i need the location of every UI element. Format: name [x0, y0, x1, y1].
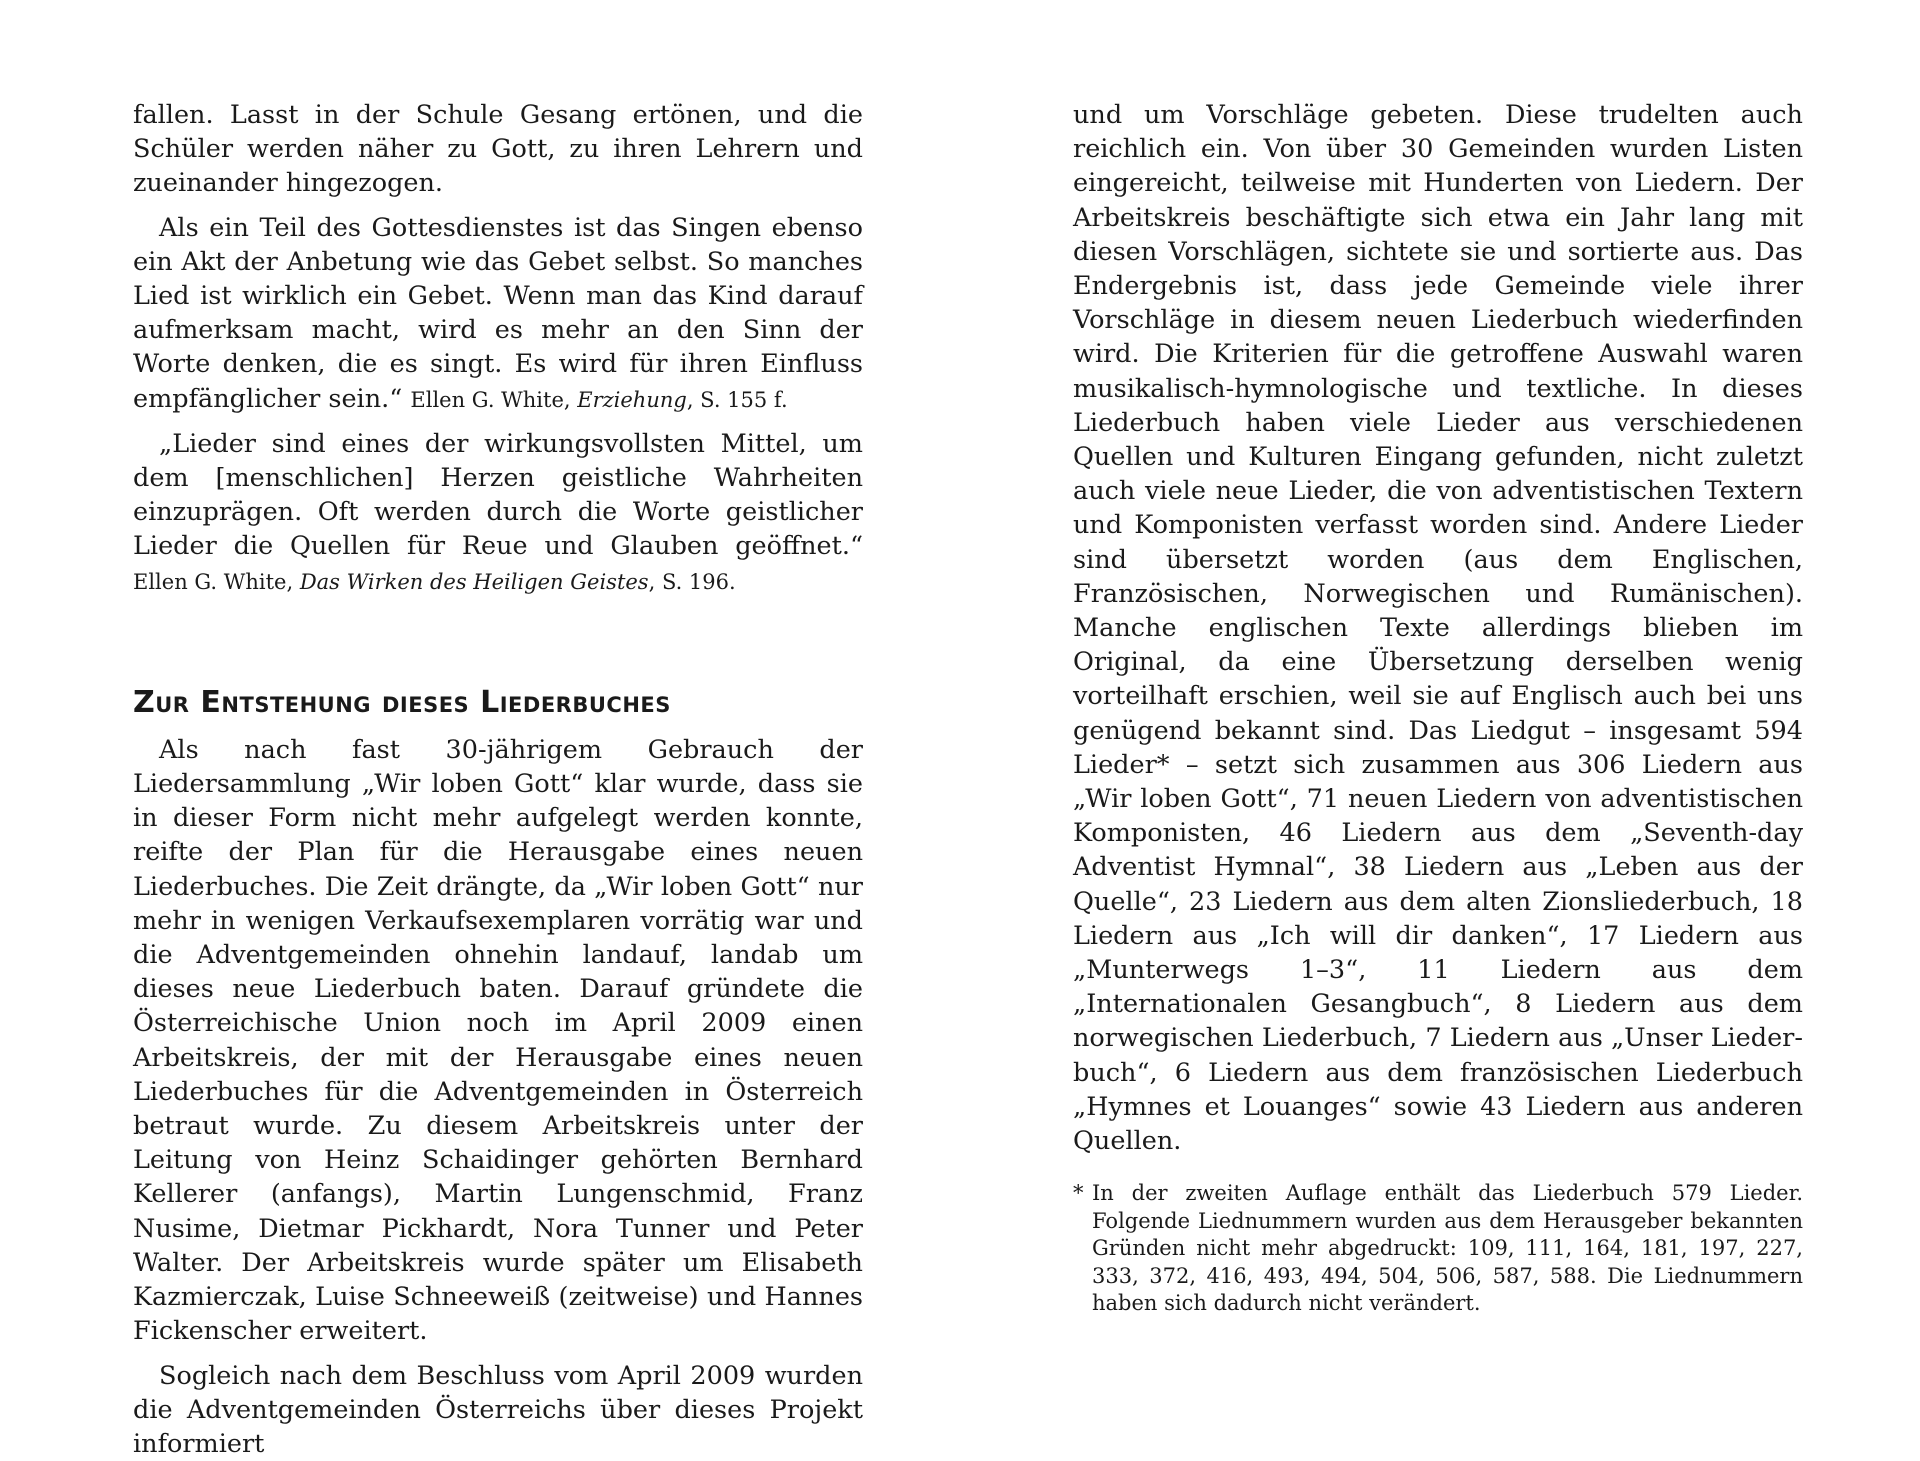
- paragraph-4: Als nach fast 30-jährigem Gebrauch der Liedersammlung „Wir loben Gott“ klar wurde, dass sie in dieser Form nicht mehr aufgelegt werden konnte, reifte der Plan für die Herausgabe eines neuen Liederbuches. Die Zeit drängte, da „Wir loben Gott“ nur mehr in wenigen Verkaufsexemplaren vorrätig war und die Adventgemeinden ohnehin landauf, landab um dieses neue Liederbuch baten. Darauf gründete die Österreichische Union noch im April 2009 einen Arbeitskreis, der mit der Herausgabe eines neuen Liederbuches für die Adventgemeinden in Österreich betraut wurde. Zu diesem Arbeitskreis unter der Leitung von Heinz Schaidinger gehörten Bernhard Kellerer (anfangs), Martin Lungenschmid, Franz Nusime, Dietmar Pickhardt, Nora Tunner und Peter Walter. Der Arbeitskreis wurde später um Elisabeth Kazmierczak, Luise Schneeweiß (zeitweise) und Hannes Fickenscher erweitert.: [133, 733, 863, 1349]
- right-page: [1073, 98, 1803, 1158]
- section-heading: Zur Entstehung dieses Liederbuches: [133, 685, 863, 721]
- citation-author: Ellen G. White,: [133, 570, 293, 594]
- paragraph-2: [133, 211, 863, 417]
- paragraph-6: und um Vorschläge gebeten. Diese trudelten auch reichlich ein. Von über 30 Gemeinden wurden Listen eingereicht, teilweise mit Hunderten von Liedern. Der Arbeitskreis beschäftigte sich etwa ein Jahr lang mit diesen Vorschlägen, sichtete sie und sortierte aus. Das Endergebnis ist, dass jede Gemeinde viele ihrer Vorschläge in diesem neuen Liederbuch wiederfinden wird. Die Kriterien für die getroffene Auswahl waren musikalisch-hymnologische und textliche. In dieses Liederbuch haben viele Lieder aus verschiedenen Quellen und Kulturen Eingang gefunden, nicht zuletzt auch viele neue Lieder, die von adventistischen Textern und Komponisten verfasst worden sind. Andere Lieder sind übersetzt worden (aus dem Englischen, Französischen, Norwegischen und Rumänischen). Manche englischen Texte allerdings blieben im Original, da eine Übersetzung derselben wenig vorteilhaft erschien, weil sie auf Englisch auch bei uns genügend bekannt sind. Das Liedgut – insgesamt 594 Lieder* – setzt sich zusammen aus 306 Liedern aus „Wir loben Gott“, 71 neuen Liedern von adventistischen Komponisten, 46 Liedern aus dem „Seventh-day Adventist Hymnal“, 38 Liedern aus „Leben aus der Quelle“, 23 Liedern aus dem alten Zionsliederbuch, 18 Liedern aus „Ich will dir danken“, 17 Liedern aus „Munterwegs 1–3“, 11 Liedern aus dem „Internationalen Gesangbuch“, 8 Liedern aus dem norwegischen Liederbuch, 7 Liedern aus „Unser Liederbuch“, 6 Liedern aus dem französischen Liederbuch „Hymnes et Louanges“ sowie 43 Liedern aus anderen Quellen.: [1073, 98, 1803, 1158]
- paragraph-5: Sogleich nach dem Beschluss vom April 2009 wurden die Adventgemeinden Österreichs über dieses Projekt informiert: [133, 1359, 863, 1461]
- paragraph-3: [133, 427, 863, 599]
- quote-text: „Lieder sind eines der wirkungsvollsten Mittel, um dem [menschlichen] Herzen geistliche Wahrheiten einzuprägen. Oft werden durch die Worte geistlicher Lieder die Quellen für Reue und Glauben geöffnet.“: [133, 429, 863, 562]
- citation-page: , S. 155 f.: [687, 388, 788, 412]
- citation: [133, 570, 736, 594]
- footnote: [1073, 1180, 1803, 1318]
- left-page: [133, 98, 863, 1461]
- citation-title: Das Wirken des Heiligen Geistes: [300, 570, 649, 594]
- citation-title: Erziehung: [577, 388, 687, 412]
- footnote-text: In der zweiten Auflage enthält das Liederbuch 579 Lieder. Folgende Liednummern wurden aus dem Herausgeber bekannten Gründen nicht mehr abgedruckt: 109, 111, 164, 181, 197, 227, 333, 372, 416, 493, 494, 504, 506, 587, 588. Die Liednummern haben sich dadurch nicht verändert.: [1092, 1180, 1803, 1318]
- footnote-marker: *: [1073, 1180, 1084, 1208]
- citation-author: Ellen G. White,: [410, 388, 570, 412]
- paragraph-1: fallen. Lasst in der Schule Gesang ertönen, und die Schüler werden näher zu Gott, zu ihren Lehrern und zueinander hingezogen.: [133, 98, 863, 201]
- citation: [410, 388, 787, 412]
- citation-page: , S. 196.: [649, 570, 736, 594]
- quote-text: Als ein Teil des Gottesdienstes ist das Singen ebenso ein Akt der Anbetung wie das Gebet selbst. So manches Lied ist wirklich ein Gebet. Wenn man das Kind darauf aufmerksam macht, wird es mehr an den Sinn der Worte denken, die es singt. Es wird für ihren Einfluss empfänglicher sein.“: [133, 213, 863, 414]
